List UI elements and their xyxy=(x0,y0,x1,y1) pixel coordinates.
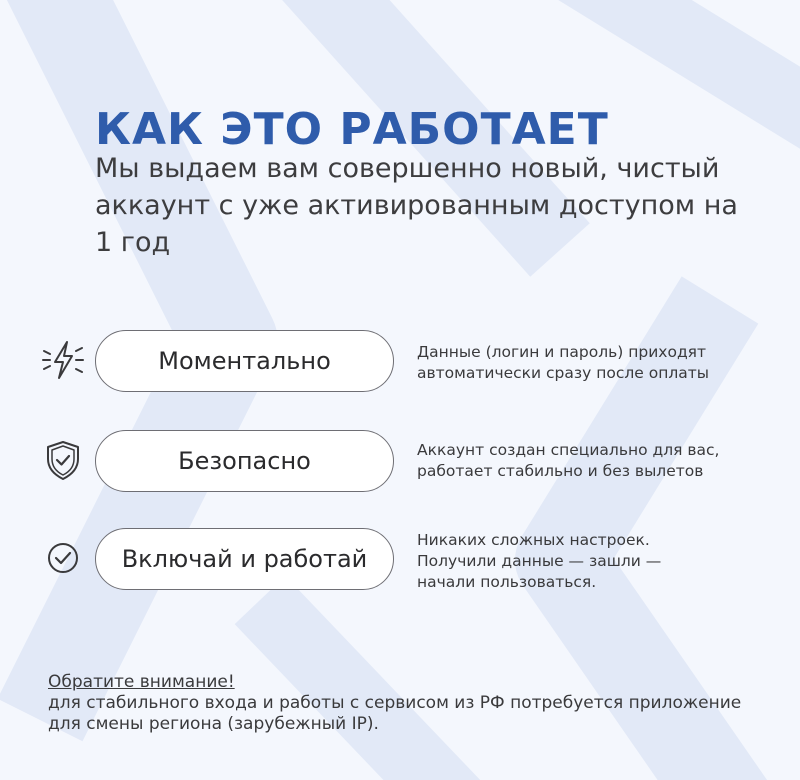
feature-pill-plug-and-play: Включай и работай xyxy=(95,528,394,590)
page-subtitle: Мы выдаем вам совершенно новый, чистый аккаунт с уже активированным доступом на 1 год xyxy=(95,153,738,258)
feature-row-plug-and-play xyxy=(0,520,800,600)
shield-check-icon xyxy=(40,437,86,483)
feature-pill-secure: Безопасно xyxy=(95,430,394,492)
feature-desc-instant: Данные (логин и пароль) приходят автоматически сразу после оплаты xyxy=(417,343,710,382)
page-title: КАК ЭТО РАБОТАЕТ xyxy=(95,104,609,155)
attention-heading: Обратите внимание! xyxy=(48,672,235,692)
check-circle-icon xyxy=(40,535,86,581)
feature-pill-instant: Моментально xyxy=(95,330,394,392)
attention-note xyxy=(48,672,778,735)
attention-text: для стабильного входа и работы с сервисом из РФ потребуется приложение для смены региона (зарубежный IP). xyxy=(48,693,742,734)
feature-desc-secure: Аккаунт создан специально для вас, работает стабильно и без вылетов xyxy=(417,441,720,480)
feature-desc-plug-and-play: Никаких сложных настроек. Получили данные — зашли — начали пользоваться. xyxy=(417,531,662,591)
feature-row-instant xyxy=(0,320,800,400)
feature-row-secure xyxy=(0,420,800,500)
lightning-icon xyxy=(40,337,86,383)
